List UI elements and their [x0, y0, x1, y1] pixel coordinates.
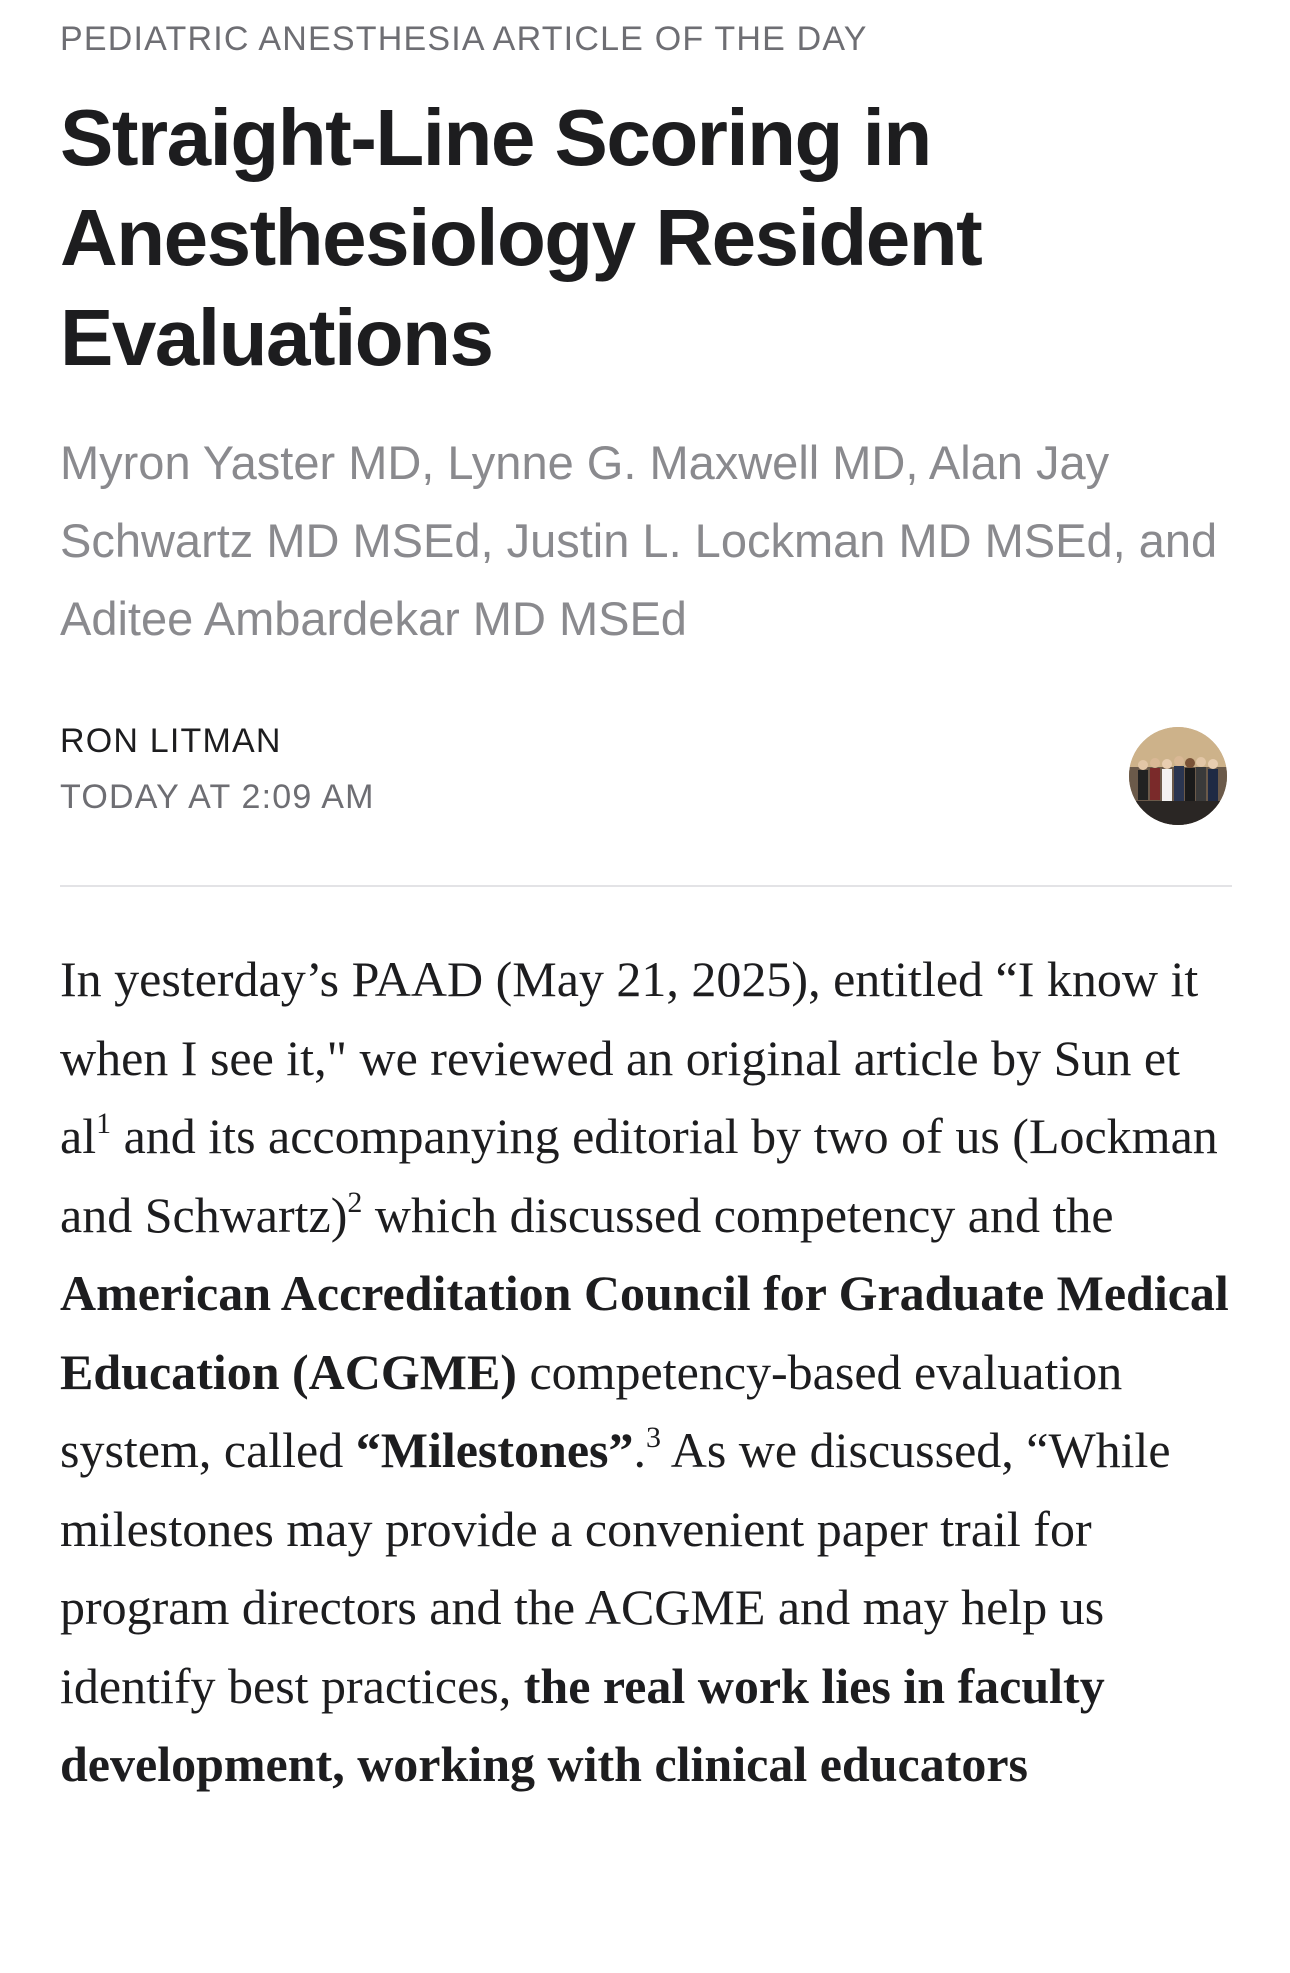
body-text-run: In yesterday’s PAAD (May 21, 2025), entitled “I know it when I see it," we reviewed an original article by Sun et al	[60, 951, 1199, 1164]
body-text-run: which discussed competency and the	[362, 1186, 1114, 1243]
bold-milestones: “Milestones”	[355, 1422, 634, 1478]
body-text-run: competency-based evaluation system, called	[60, 1343, 1123, 1478]
footnote-ref-3[interactable]: 3	[646, 1421, 661, 1454]
body-text-run: .	[633, 1422, 646, 1478]
group-photo-icon	[1129, 727, 1227, 825]
bold-faculty-development: the real work lies in faculty development, working with clinical educators	[60, 1657, 1105, 1792]
article-authors: Myron Yaster MD, Lynne G. Maxwell MD, Alan Jay Schwartz MD MSEd, Justin L. Lockman MD MSEd, and Aditee Ambardekar MD MSEd	[60, 436, 1218, 645]
body-text-run: As we discussed, “While milestones may provide a convenient paper trail for program directors and the ACGME and may help us identify best practices,	[60, 1422, 1171, 1714]
body-text-run: and its accompanying editorial by two of us (Lockman and Schwartz)	[60, 1108, 1218, 1243]
footnote-ref-2[interactable]: 2	[347, 1185, 363, 1219]
author-avatar[interactable]	[1129, 727, 1227, 825]
bold-acgme: American Accreditation Council for Graduate Medical Education (ACGME)	[60, 1265, 1229, 1400]
header-divider	[60, 885, 1232, 887]
post-author-name[interactable]: RON LITMAN	[60, 722, 282, 760]
article-body-paragraph	[60, 940, 1232, 1804]
publication-kicker[interactable]: PEDIATRIC ANESTHESIA ARTICLE OF THE DAY	[60, 20, 868, 58]
footnote-ref-1[interactable]: 1	[96, 1107, 112, 1140]
post-timestamp: TODAY AT 2:09 AM	[60, 778, 375, 816]
article-title: Straight-Line Scoring in Anesthesiology Resident Evaluations	[60, 93, 982, 382]
